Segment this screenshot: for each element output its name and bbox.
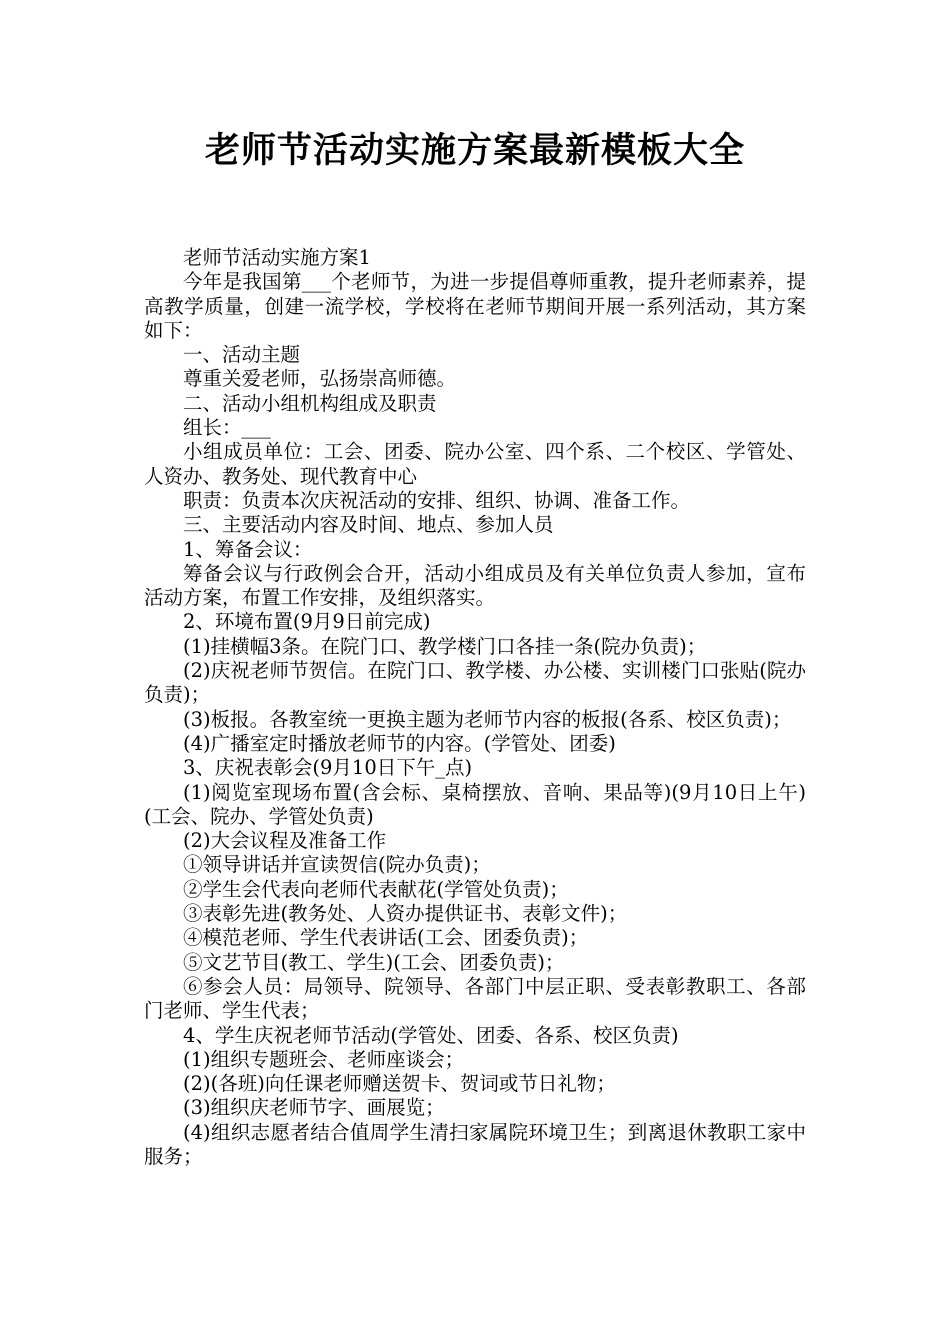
paragraph: ①领导讲话并宣读贺信(院办负责)； <box>183 853 491 877</box>
paragraph: (4)组织志愿者结合值周学生清扫家属院环境卫生；到离退休教职工家中服务； <box>144 1120 806 1168</box>
paragraph: (2)(各班)向任课老师赠送贺卡、贺词或节日礼物； <box>183 1072 616 1096</box>
paragraph: (1)组织专题班会、老师座谈会； <box>183 1047 465 1071</box>
paragraph: (1)阅览室现场布置(含会标、桌椅摆放、音响、果品等)(9月10日上午)(工会、院办、学管处负责) <box>144 780 806 828</box>
paragraph: 尊重关爱老师，弘扬崇高师德。 <box>183 367 457 391</box>
paragraph: 老师节活动实施方案1 <box>183 246 371 269</box>
paragraph: 4、学生庆祝老师节活动(学管处、团委、各系、校区负责) <box>183 1023 679 1047</box>
document-title: 老师节活动实施方案最新模板大全 <box>204 131 745 171</box>
paragraph: (3)组织庆老师节字、画展览； <box>183 1096 445 1120</box>
paragraph: 3、庆祝表彰会(9月10日下午_点) <box>183 756 473 780</box>
paragraph: 筹备会议与行政例会合开，活动小组成员及有关单位负责人参加，宣布活动方案，布置工作安排，及组织落实。 <box>144 561 806 610</box>
paragraph: 一、活动主题 <box>183 343 301 367</box>
paragraph: 组长：___ <box>183 416 271 440</box>
paragraph: ③表彰先进(教务处、人资办提供证书、表彰文件)； <box>183 902 628 926</box>
paragraph: ⑥参会人员：局领导、院领导、各部门中层正职、受表彰教职工、各部门老师、学生代表； <box>144 974 806 1023</box>
paragraph: (2)大会议程及准备工作 <box>183 829 387 853</box>
paragraph: 职责：负责本次庆祝活动的安排、组织、协调、准备工作。 <box>183 488 691 512</box>
paragraph: 今年是我国第___个老师节，为进一步提倡尊师重教，提升老师素养，提高教学质量，创建一流学校，学校将在老师节期间开展一系列活动，其方案如下： <box>144 270 806 342</box>
document-body <box>144 246 806 1169</box>
paragraph: 小组成员单位：工会、团委、院办公室、四个系、二个校区、学管处、人资办、教务处、现代教育中心 <box>144 440 806 488</box>
paragraph: ②学生会代表向老师代表献花(学管处负责)； <box>183 877 569 901</box>
paragraph: 二、活动小组机构组成及职责 <box>183 391 437 415</box>
paragraph: 1、筹备会议： <box>183 537 313 561</box>
paragraph: ⑤文艺节目(教工、学生)(工会、团委负责)； <box>183 950 565 974</box>
paragraph: (1)挂横幅3条。在院门口、教学楼门口各挂一条(院办负责)； <box>183 634 707 658</box>
paragraph: 三、主要活动内容及时间、地点、参加人员 <box>183 513 554 537</box>
paragraph: (3)板报。各教室统一更换主题为老师节内容的板报(各系、校区负责)； <box>183 707 792 731</box>
paragraph: ④模范老师、学生代表讲话(工会、团委负责)； <box>183 926 589 950</box>
paragraph: (4)广播室定时播放老师节的内容。(学管处、团委) <box>183 731 616 755</box>
paragraph: (2)庆祝老师节贺信。在院门口、教学楼、办公楼、实训楼门口张贴(院办负责)； <box>144 659 806 707</box>
paragraph: 2、环境布置(9月9日前完成) <box>183 610 431 634</box>
